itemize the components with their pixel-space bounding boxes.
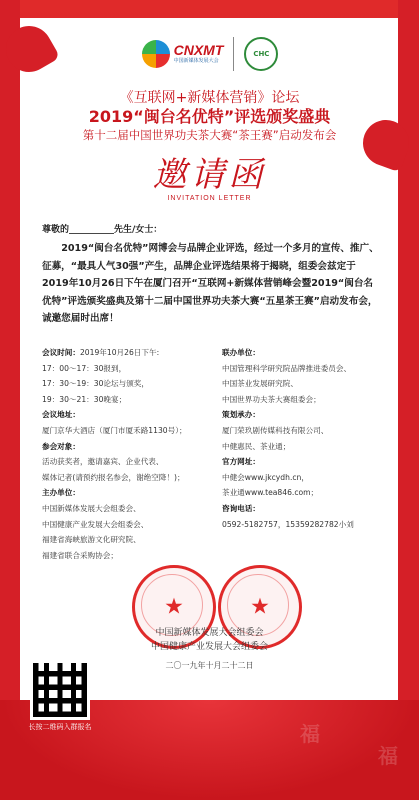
fu-character: 福	[378, 744, 398, 768]
cnxmt-logo-icon	[142, 40, 170, 68]
launch-title: 第十二届中国世界功夫茶大赛“茶王赛”启动发布会	[82, 128, 337, 142]
planner-item: 中健惠民、茶业通；	[222, 441, 291, 451]
schedule-item: 19：30～21：30晚宴；	[42, 394, 127, 404]
qr-code-icon	[33, 663, 87, 717]
planner-item: 厦门荣玖剧传媒科技有限公司、	[222, 425, 329, 435]
ceremony-title: 2019“闽台名优特”评选颁奖盛典	[88, 107, 331, 126]
invitation-heading	[0, 155, 419, 202]
fu-character: 福	[300, 722, 320, 746]
attendees-item: 媒体记者(请预约报名参会，谢绝空降！)；	[42, 472, 185, 482]
co-item: 中国茶业发展研究院、	[222, 379, 298, 389]
logo-divider	[233, 37, 234, 71]
schedule-item: 17：30～19：30论坛与颁奖，	[42, 379, 149, 389]
right-info-column	[222, 345, 382, 532]
left-info-column	[42, 345, 217, 563]
star-icon: ★	[164, 594, 184, 620]
invitation-main: 邀请函	[152, 155, 267, 195]
venue-label: 会议地址：	[42, 410, 80, 420]
host-item: 中国健康产业发展大会组委会、	[42, 519, 149, 529]
qr-caption: 长按二维码入群报名	[28, 723, 92, 731]
site-link[interactable]: 茶业通www.tea846.com；	[222, 488, 319, 498]
host-item: 福建省联合采购协会；	[42, 550, 118, 560]
cnxmt-logo	[142, 40, 224, 68]
invitation-sub: INVITATION LETTER	[167, 195, 252, 202]
star-icon: ★	[250, 594, 270, 620]
planner-label: 策划承办：	[222, 410, 260, 420]
fu-character: 福	[360, 659, 380, 683]
invitation-paragraph: 2019“闽台名优特”网博会与品牌企业评选，经过一个多月的宣传、推广、征募，“最具人气30强”产生，品牌企业评选结果将于揭晓，组委会兹定于2019年10月26日下午在厦门召开“互联网+新媒体营销峰会暨2019“闽台名优特”评选颁奖盛典及第十二届中国世界功夫茶大赛“五星茶王赛”启动发布会，诚邀您届时出席！	[42, 243, 379, 324]
co-item: 中国管理科学研究院品牌推进委员会、	[222, 363, 352, 373]
organizer-name: 中国新媒体发展大会组委会	[155, 628, 264, 638]
co-label: 联办单位：	[222, 348, 260, 357]
venue-value: 厦门京华大酒店（厦门市厦禾路1130号）；	[42, 425, 187, 435]
header-logos	[60, 30, 360, 78]
phone-label: 咨询电话：	[222, 503, 260, 513]
qr-code[interactable]	[30, 660, 90, 720]
time-value: 2019年10月26日下午:	[79, 348, 160, 357]
phone-value[interactable]: 0592-5182757，15359282782小刘	[222, 519, 354, 529]
organizer-name: 中国健康产业发展大会组委会	[150, 642, 268, 652]
site-label: 官方网址：	[222, 457, 260, 467]
schedule-item: 17：00～17：30报到，	[42, 363, 127, 373]
chc-name: CHC	[253, 50, 270, 58]
co-item: 中国世界功夫茶大赛组委会；	[222, 394, 321, 404]
host-item: 中国新媒体发展大会组委会、	[42, 503, 141, 513]
greeting: 尊敬的__________先生/女士：	[42, 225, 163, 235]
site-link[interactable]: 中健会www.jkcydh.cn，	[222, 472, 309, 482]
forum-title: 《互联网+新媒体营销》论坛	[119, 90, 300, 106]
host-item: 福建省海峡旅游文化研究院、	[42, 535, 141, 545]
organizers-signature	[0, 626, 419, 654]
cnxmt-name: CNXMT	[173, 42, 224, 58]
attendees-item: 活动获奖者，邀请嘉宾、企业代表、	[42, 457, 164, 467]
cnxmt-sub: 中国新媒体发展大会	[173, 58, 219, 64]
issue-date: 二〇一九年十月二十二日	[165, 661, 254, 670]
chc-logo	[244, 37, 278, 71]
host-label: 主办单位：	[42, 488, 80, 498]
attendees-label: 参会对象：	[42, 441, 80, 451]
time-label: 会议时间：	[42, 348, 80, 357]
